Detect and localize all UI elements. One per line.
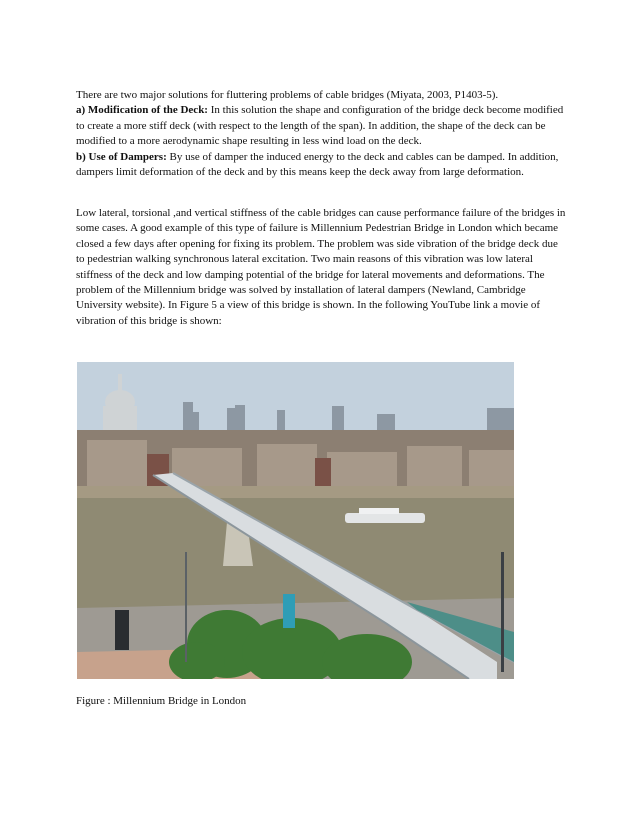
sign-post: [115, 610, 129, 650]
item-b-text: By use of damper the induced energy to the deck and cables can be damped. In addition, dampers limit deformation of the deck and by this means keep the deck away from large deformation.: [76, 150, 559, 179]
item-a-label: a) Modification of the Deck:: [76, 104, 208, 117]
lamp-post: [185, 552, 187, 662]
figure-caption: Figure : Millennium Bridge in London: [76, 695, 247, 707]
info-board: [283, 594, 295, 628]
millennium-bridge-photo: [77, 362, 514, 679]
item-b-label: b) Use of Dampers:: [76, 150, 167, 163]
paragraph-flutter-solutions: [76, 88, 566, 180]
paragraph-millennium-bridge: Low lateral, torsional ,and vertical stiffness of the cable bridges can cause performance failure of the bridges in some cases. A good example of this type of failure is Millennium Pedestrian Bridge in London which became closed a few days after opening for fixing its problem. The problem was side vibration of the bridge deck due to pedestrian walking synchronous lateral excitation. Two main reasons of this vibration was low lateral stiffness of the deck and low damping potential of the bridge for lateral movements and deformations. The problem of the Millennium bridge was solved by installation of lateral dampers (Newland, Cambridge University website). In Figure 5 a view of this bridge is shown. In the following YouTube link a movie of vibration of this bridge is shown:: [76, 207, 566, 327]
intro-sentence: There are two major solutions for fluttering problems of cable bridges (Miyata, 2003, P1403-5).: [76, 89, 499, 101]
item-a-text: In this solution the shape and configuration of the bridge deck become modified to create a more stiff deck (with respect to the length of the span). In addition, the shape of the deck can be modified to a more aerodynamic shape resulting in less wind load on the deck.: [76, 104, 564, 148]
embankment: [77, 486, 514, 500]
